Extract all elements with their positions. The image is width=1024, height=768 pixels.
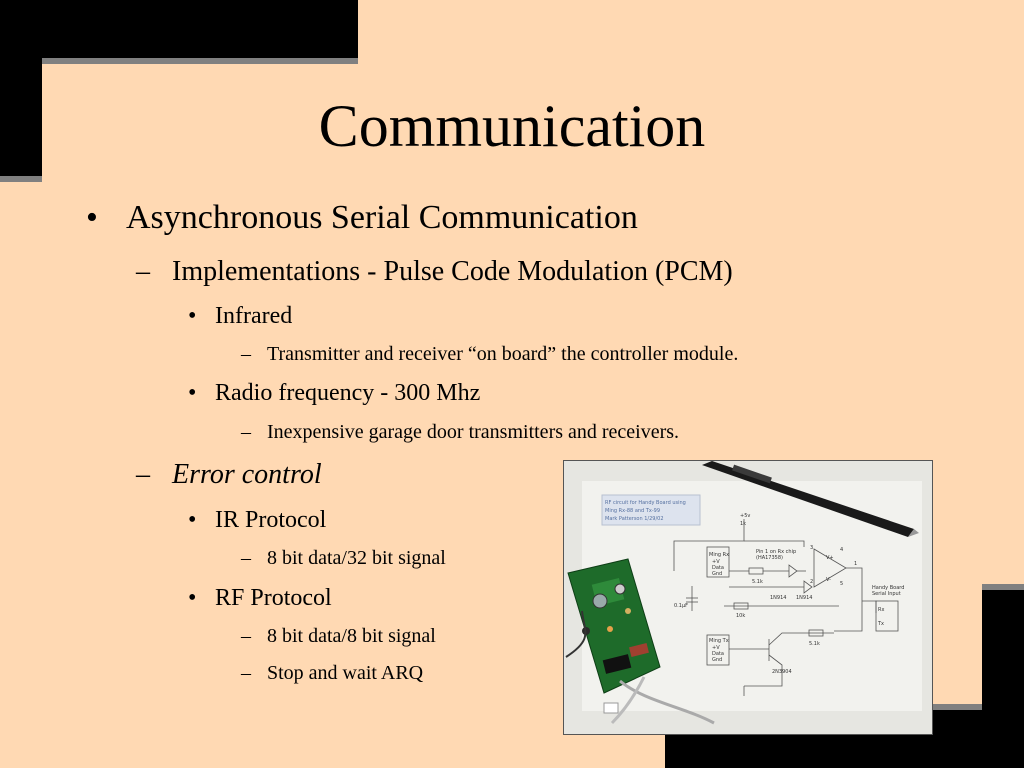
circuit-photo-illustration xyxy=(564,461,932,734)
bullet-text: Asynchronous Serial Communication xyxy=(126,199,638,236)
schematic-label: 4 xyxy=(840,547,844,553)
corner-shadow-bottom xyxy=(931,704,982,710)
schematic-label: 3 xyxy=(810,545,814,551)
bullet-dash: – xyxy=(241,625,251,647)
note-line: RF circuit for Handy Board using xyxy=(605,500,686,506)
bullet-text: RF Protocol xyxy=(215,585,332,611)
schematic-label: 10k xyxy=(736,613,746,619)
bullet-text: Infrared xyxy=(215,303,293,329)
schematic-label: Gnd xyxy=(712,571,723,577)
schematic-label: Serial Input xyxy=(872,591,901,597)
schematic-label: 2 xyxy=(810,579,814,585)
bullet-dot: • xyxy=(188,507,197,533)
bullet-dot: • xyxy=(188,303,197,329)
schematic-label: 0.1µF xyxy=(674,603,689,609)
note-line: Mark Patterson 1/29/02 xyxy=(605,516,664,522)
bullet-text: Transmitter and receiver “on board” the controller module. xyxy=(267,343,739,365)
corner-shadow-right xyxy=(982,584,1024,590)
corner-shadow-top xyxy=(42,58,358,64)
schematic-label: 5.1k xyxy=(752,579,763,585)
bullet-dash: – xyxy=(241,343,251,365)
schematic-label: 2N3904 xyxy=(772,669,792,675)
schematic-label: V+ xyxy=(826,555,834,561)
schematic-label: 1N914 xyxy=(770,595,787,601)
bullet-dash: – xyxy=(136,459,150,490)
schematic-label: Handy Board xyxy=(872,585,905,591)
schematic-label: Tx xyxy=(878,621,885,627)
bullet-dot: • xyxy=(86,199,98,236)
schematic-label: 1k xyxy=(740,521,747,527)
bullet-dash: – xyxy=(241,547,251,569)
corner-block-right xyxy=(982,584,1024,768)
circuit-photo xyxy=(563,460,933,735)
bullet-dash: – xyxy=(241,421,251,443)
bullet-text: Error control xyxy=(172,459,322,490)
bullet-dash: – xyxy=(136,256,150,287)
schematic-label: +5v xyxy=(740,513,751,519)
schematic-label: Data xyxy=(712,565,724,571)
bullet-dash: – xyxy=(241,662,251,684)
bullet-dot: • xyxy=(188,380,197,406)
schematic-label: Gnd xyxy=(712,657,723,663)
bullet-text: IR Protocol xyxy=(215,507,327,533)
slide-title: Communication xyxy=(318,93,706,159)
schematic-label: 5.1k xyxy=(809,641,820,647)
corner-block-top-left xyxy=(0,0,358,58)
corner-shadow-left xyxy=(0,176,42,182)
bullet-text: Radio frequency - 300 Mhz xyxy=(215,380,481,406)
schematic-label: +V xyxy=(712,559,720,565)
schematic-label: (HA17358) xyxy=(756,555,783,561)
schematic-label: Ming Rx xyxy=(709,552,730,558)
schematic-label: Ming Tx xyxy=(709,638,729,644)
schematic-label: Rx xyxy=(878,607,885,613)
bullet-text: Implementations - Pulse Code Modulation (PCM) xyxy=(172,256,733,287)
note-line: Ming Rx-88 and Tx-99 xyxy=(605,508,660,514)
bullet-text: 8 bit data/8 bit signal xyxy=(267,625,436,647)
bullet-dot: • xyxy=(188,585,197,611)
schematic-label: Pin 1 on Rx chip xyxy=(756,549,797,555)
schematic-label: 1 xyxy=(854,561,858,567)
bullet-text: Stop and wait ARQ xyxy=(267,662,424,684)
schematic-label: Data xyxy=(712,651,724,657)
bullet-text: Inexpensive garage door transmitters and receivers. xyxy=(267,421,680,443)
schematic-label: +V xyxy=(712,645,720,651)
schematic-label: V- xyxy=(826,577,831,583)
bullet-text: 8 bit data/32 bit signal xyxy=(267,547,446,569)
schematic-label: 5 xyxy=(840,581,844,587)
schematic-label: 1N914 xyxy=(796,595,813,601)
